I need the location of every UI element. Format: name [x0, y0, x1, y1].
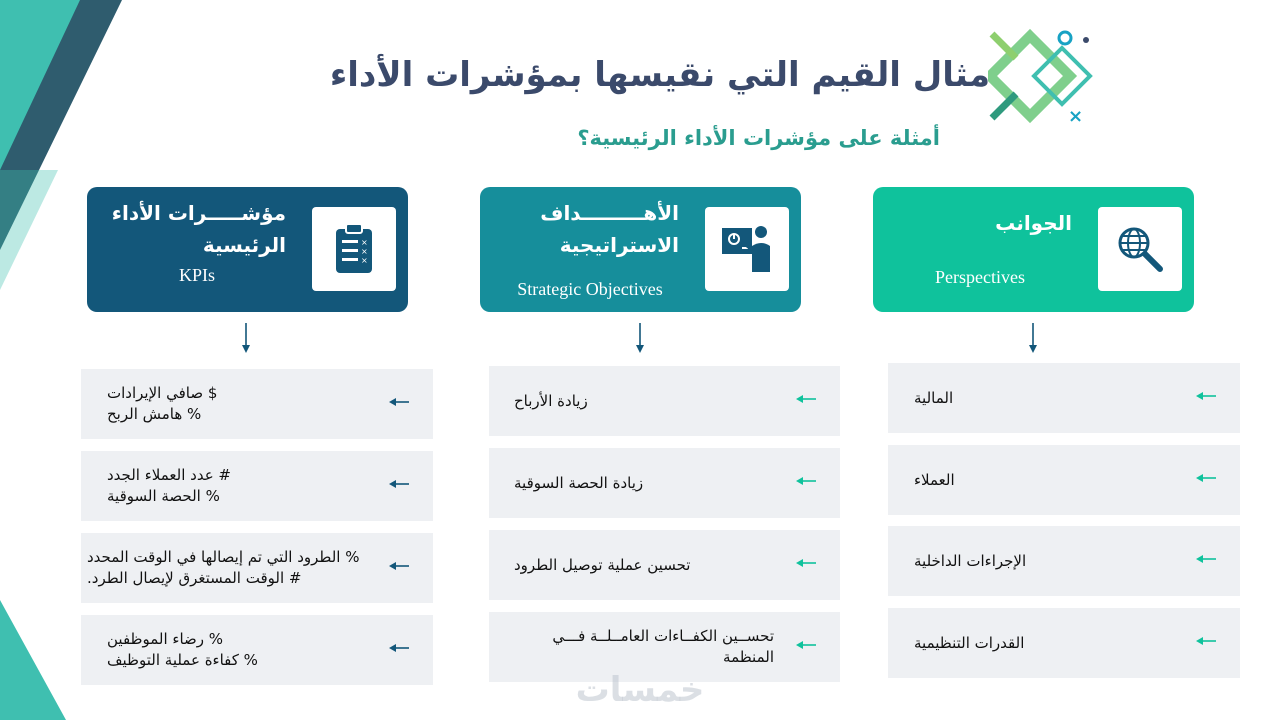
perspective-item-1	[888, 363, 1240, 433]
left-arrow-icon	[1196, 473, 1216, 483]
objectives-icon-box	[705, 207, 789, 291]
perspectives-title-en: Perspectives	[935, 267, 1025, 287]
brand-logo-icon	[988, 26, 1113, 126]
perspective-item-4-text: القدرات التنظيمية	[914, 633, 1025, 652]
kpi-item-4	[81, 615, 433, 685]
left-arrow-icon	[1196, 391, 1216, 401]
objective-item-3-text: تحسين عملية توصيل الطرود	[514, 555, 691, 574]
kpi-item-1-line-1: $ صافي الإيرادات	[107, 384, 218, 402]
objective-item-4-text: تحســين الكفــاءات العامــلــة فـــي المنظمة	[552, 627, 774, 666]
objectives-title-ar: الأهـــــــــداف الاستراتيجية	[540, 201, 679, 257]
left-arrow-icon	[796, 558, 816, 568]
kpis-icon-box	[312, 207, 396, 291]
page-title: مثال القيم التي نقيسها بمؤشرات الأداء	[329, 55, 990, 95]
page-subtitle: أمثلة على مؤشرات الأداء الرئيسية؟	[577, 126, 940, 150]
left-arrow-icon	[389, 397, 409, 407]
objective-item-3	[489, 530, 840, 600]
objective-item-1	[489, 366, 840, 436]
kpis-down-arrow-icon	[240, 323, 252, 353]
perspectives-title-ar: الجوانب	[995, 211, 1072, 235]
objectives-title-en: Strategic Objectives	[517, 279, 663, 299]
svg-text:×: ×	[361, 256, 368, 265]
kpi-item-2-line-1: # عدد العملاء الجدد	[107, 466, 231, 484]
left-arrow-icon	[796, 476, 816, 486]
objectives-down-arrow-icon	[634, 323, 646, 353]
kpis-title-ar: مؤشـــــرات الأداء الرئيسية	[111, 201, 286, 257]
perspective-item-3	[888, 526, 1240, 596]
objective-item-2	[489, 448, 840, 518]
svg-text:×: ×	[1068, 106, 1084, 126]
left-arrow-icon	[389, 479, 409, 489]
left-arrow-icon	[389, 643, 409, 653]
perspective-item-2-text: العملاء	[914, 470, 955, 489]
perspectives-icon-box	[1098, 207, 1182, 291]
perspective-item-4	[888, 608, 1240, 678]
globe-search-icon	[1114, 223, 1166, 275]
kpi-item-4-line-1: % رضاء الموظفين	[107, 630, 224, 648]
kpi-item-1-line-2: % هامش الربح	[107, 405, 202, 423]
svg-text:×: ×	[361, 238, 368, 247]
presenter-chart-icon	[720, 222, 774, 276]
svg-text:×: ×	[361, 247, 368, 256]
kpi-item-3	[81, 533, 433, 603]
perspective-item-2	[888, 445, 1240, 515]
kpis-header-card	[87, 187, 408, 312]
perspectives-down-arrow-icon	[1027, 323, 1039, 353]
watermark-logo: خمسات	[575, 670, 705, 710]
objective-item-1-text: زيادة الأرباح	[514, 391, 588, 410]
perspective-item-1-text: المالية	[914, 388, 954, 407]
kpi-item-3-line-1: % الطرود التي تم إيصالها في الوقت المحدد	[87, 548, 360, 566]
corner-decoration-bottom	[0, 600, 70, 720]
kpi-item-2-line-2: % الحصة السوقية	[107, 487, 220, 505]
left-arrow-icon	[1196, 554, 1216, 564]
objective-item-2-text: زيادة الحصة السوقية	[514, 473, 644, 492]
left-arrow-icon	[796, 640, 816, 650]
kpis-title-en: KPIs	[178, 265, 215, 285]
perspectives-header-card	[873, 187, 1194, 312]
kpi-item-4-line-2: % كفاءة عملية التوظيف	[107, 651, 258, 669]
clipboard-list-icon	[332, 223, 376, 275]
objectives-header-card	[480, 187, 801, 312]
kpi-item-2	[81, 451, 433, 521]
left-arrow-icon	[389, 561, 409, 571]
kpi-item-1	[81, 369, 433, 439]
left-arrow-icon	[1196, 636, 1216, 646]
left-arrow-icon	[796, 394, 816, 404]
kpi-item-3-line-2: # الوقت المستغرق لإيصال الطرد.	[87, 569, 302, 587]
perspective-item-3-text: الإجراءات الداخلية	[914, 551, 1027, 570]
